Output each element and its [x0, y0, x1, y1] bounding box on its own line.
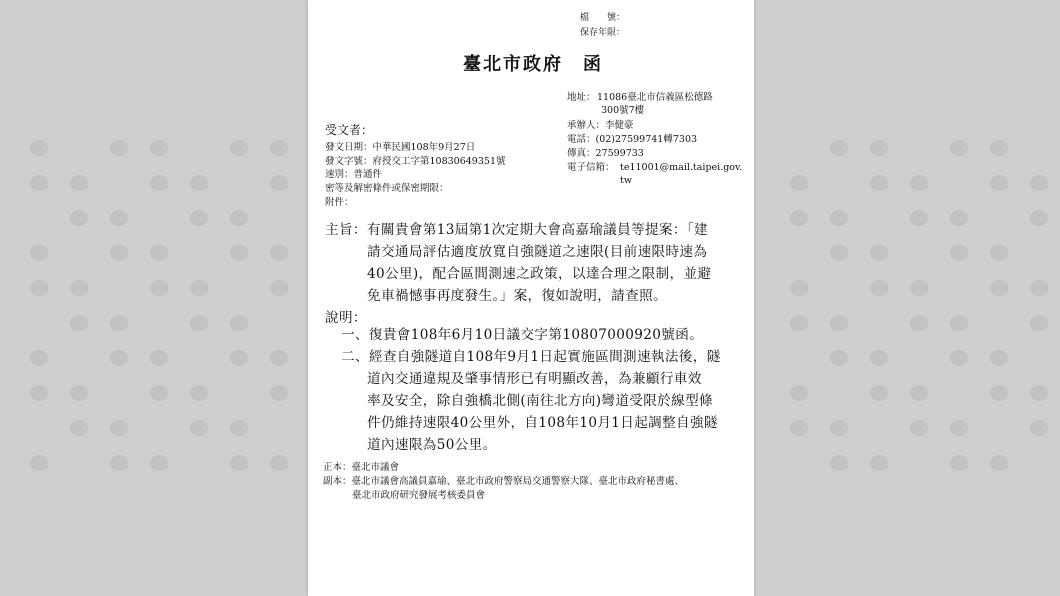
blurred-glyph: [950, 420, 968, 436]
blurred-glyph: [990, 385, 1008, 401]
blurred-glyph: [790, 385, 808, 401]
blurred-glyph: [190, 315, 208, 331]
explanation-item-2-line-1: 二、經查自強隧道自108年9月1日起實施區間測速執法後，隧: [341, 349, 721, 365]
subject-line-2: 請交通局評估適度放寬自強隧道之速限(目前速限時速為: [367, 244, 708, 260]
recipient-label: 受文者：: [325, 123, 374, 137]
blurred-glyph: [870, 455, 888, 471]
blurred-glyph: [910, 315, 928, 331]
issue-date: 發文日期：中華民國108年9月27日: [325, 142, 476, 153]
blurred-glyph: [110, 245, 128, 261]
blurred-glyph: [270, 140, 288, 156]
blurred-glyph: [790, 175, 808, 191]
blurred-glyph: [230, 245, 248, 261]
blurred-glyph: [190, 175, 208, 191]
blurred-glyph: [950, 315, 968, 331]
blurred-glyph: [910, 420, 928, 436]
blurred-glyph: [230, 350, 248, 366]
blurred-glyph: [150, 455, 168, 471]
blurred-glyph: [910, 280, 928, 296]
blurred-glyph: [190, 210, 208, 226]
blurred-glyph: [190, 280, 208, 296]
blurred-glyph: [990, 245, 1008, 261]
blurred-glyph: [150, 140, 168, 156]
blurred-glyph: [870, 385, 888, 401]
explanation-item-2-line-3: 率及安全，除自強橋北側(南往北方向)彎道受限於線型條: [367, 393, 713, 409]
blurred-glyph: [270, 280, 288, 296]
blurred-glyph: [990, 350, 1008, 366]
explanation-item-1: 一、復貴會108年6月10日議交字第10807000920號函。: [341, 327, 704, 343]
blurred-glyph: [830, 315, 848, 331]
blurred-glyph: [230, 140, 248, 156]
blurred-glyph: [870, 280, 888, 296]
blurred-glyph: [1030, 280, 1048, 296]
blurred-glyph: [230, 315, 248, 331]
blurred-glyph: [830, 210, 848, 226]
blurred-glyph: [110, 140, 128, 156]
blurred-glyph: [270, 455, 288, 471]
secrecy-conditions: 密等及解密條件或保密期限：: [325, 183, 449, 194]
blurred-glyph: [110, 455, 128, 471]
blurred-glyph: [270, 385, 288, 401]
subject-line-4: 免車禍憾事再度發生。」案，復如說明，請查照。: [367, 288, 667, 304]
blurred-glyph: [910, 175, 928, 191]
blurred-glyph: [1030, 210, 1048, 226]
fax: 傳真：27599733: [567, 148, 644, 159]
address-line-1: 11086臺北市信義區松德路: [597, 92, 713, 103]
email-line-1: te11001@mail.taipei.gov.: [620, 162, 743, 173]
copy-recipients-line-1: 副本：臺北市議會高議員嘉瑜、臺北市政府警察局交通警察大隊、臺北市政府秘書處、: [323, 476, 685, 487]
blurred-glyph: [70, 315, 88, 331]
address-line-2: 300號7樓: [601, 105, 645, 116]
blurred-glyph: [790, 280, 808, 296]
blurred-glyph: [870, 350, 888, 366]
blurred-glyph: [1030, 315, 1048, 331]
blurred-glyph: [30, 140, 48, 156]
blurred-glyph: [990, 140, 1008, 156]
blurred-glyph: [270, 245, 288, 261]
address-label: 地址：: [567, 92, 596, 103]
blurred-background-left: [0, 0, 308, 596]
subject-label: 主旨：: [325, 222, 367, 238]
blurred-glyph: [950, 455, 968, 471]
email-line-2: tw: [620, 175, 632, 186]
document-number: 發文字號：府授交工字第10830649351號: [325, 156, 506, 167]
blurred-glyph: [150, 175, 168, 191]
blurred-background-right: [754, 0, 1060, 596]
blurred-glyph: [30, 385, 48, 401]
blurred-glyph: [830, 350, 848, 366]
blurred-glyph: [110, 210, 128, 226]
blurred-glyph: [1030, 385, 1048, 401]
attachments: 附件：: [325, 197, 354, 208]
blurred-glyph: [70, 420, 88, 436]
subject-line-1: 有關貴會第13屆第1次定期大會高嘉瑜議員等提案：「建: [367, 222, 708, 238]
blurred-glyph: [150, 280, 168, 296]
blurred-glyph: [790, 420, 808, 436]
blurred-glyph: [950, 210, 968, 226]
blurred-glyph: [830, 245, 848, 261]
email-label: 電子信箱：: [567, 162, 615, 173]
explanation-item-2-line-2: 道內交通違規及肇事情形已有明顯改善，為兼顧行車效: [367, 371, 702, 387]
delivery-speed: 速別：普通件: [325, 169, 383, 180]
blurred-glyph: [230, 455, 248, 471]
blurred-glyph: [870, 245, 888, 261]
subject-line-3: 40公里)，配合區間測速之政策，以達合理之限制，並避: [367, 266, 712, 282]
blurred-glyph: [30, 350, 48, 366]
document-page: [308, 0, 754, 596]
blurred-glyph: [30, 245, 48, 261]
blurred-glyph: [270, 175, 288, 191]
blurred-glyph: [950, 245, 968, 261]
blurred-glyph: [70, 280, 88, 296]
blurred-glyph: [30, 455, 48, 471]
blurred-glyph: [30, 175, 48, 191]
phone: 電話：(02)27599741轉7303: [567, 134, 698, 145]
blurred-glyph: [190, 420, 208, 436]
blurred-glyph: [190, 385, 208, 401]
main-recipient: 正本：臺北市議會: [323, 462, 400, 473]
blurred-glyph: [910, 385, 928, 401]
blurred-glyph: [110, 350, 128, 366]
blurred-glyph: [230, 210, 248, 226]
blurred-glyph: [830, 455, 848, 471]
blurred-glyph: [790, 315, 808, 331]
explanation-label: 說明：: [325, 310, 367, 326]
blurred-glyph: [150, 350, 168, 366]
blurred-glyph: [990, 175, 1008, 191]
blurred-glyph: [110, 315, 128, 331]
blurred-glyph: [1030, 420, 1048, 436]
blurred-glyph: [230, 420, 248, 436]
blurred-glyph: [950, 140, 968, 156]
blurred-glyph: [870, 140, 888, 156]
archive-number-label: 檔 號：: [580, 13, 626, 23]
blurred-glyph: [70, 175, 88, 191]
blurred-glyph: [1030, 175, 1048, 191]
explanation-item-2-line-5: 道內速限為50公里。: [367, 437, 497, 453]
blurred-glyph: [70, 385, 88, 401]
blurred-glyph: [830, 140, 848, 156]
blurred-glyph: [910, 210, 928, 226]
blurred-glyph: [110, 420, 128, 436]
blurred-glyph: [870, 175, 888, 191]
copy-recipients-line-2: 臺北市政府研究發展考核委員會: [352, 490, 486, 501]
handler: 承辦人：李健豪: [567, 120, 634, 131]
blurred-glyph: [150, 245, 168, 261]
blurred-glyph: [270, 350, 288, 366]
blurred-glyph: [150, 385, 168, 401]
blurred-glyph: [950, 350, 968, 366]
blurred-glyph: [70, 210, 88, 226]
blurred-glyph: [830, 420, 848, 436]
retention-period-label: 保存年限：: [580, 28, 626, 38]
blurred-glyph: [990, 280, 1008, 296]
document-title: 臺北市政府 函: [463, 54, 603, 75]
blurred-glyph: [30, 280, 48, 296]
explanation-item-2-line-4: 件仍維持速限40公里外，自108年10月1日起調整自強隧: [367, 415, 718, 431]
blurred-glyph: [790, 210, 808, 226]
blurred-glyph: [990, 455, 1008, 471]
